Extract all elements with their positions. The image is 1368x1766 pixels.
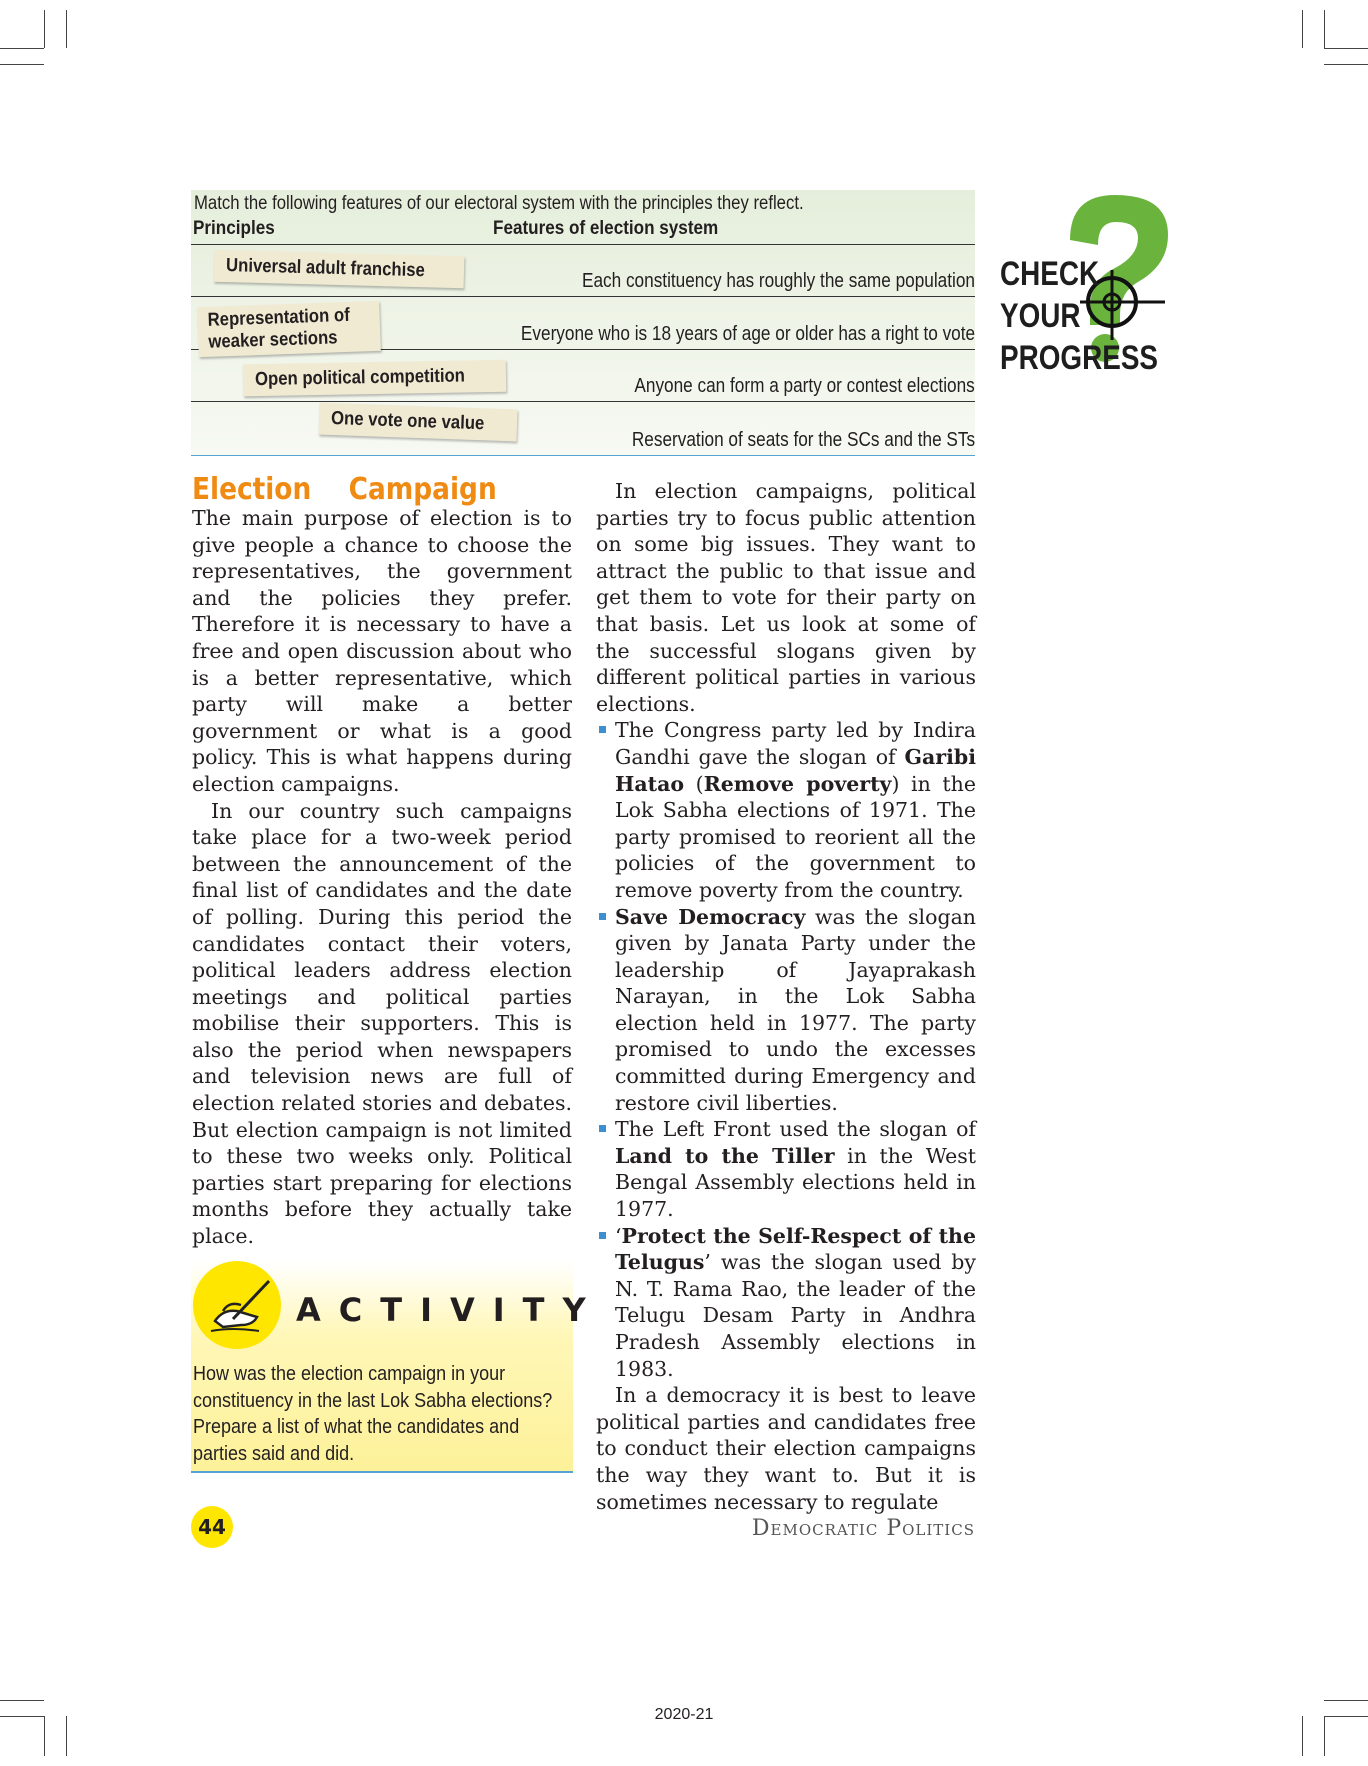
- match-exercise: [191, 190, 975, 456]
- divider: [191, 244, 975, 245]
- paragraph: In election campaigns, political parties try to focus public attention on some big issues. They want to attract the public to that issue and get them to vote for their party on that basis. Let us look at some of the successful slogans given by different political parties in various elections.: [596, 479, 976, 716]
- principles-header: Principles: [193, 218, 275, 239]
- crop-mark: [1324, 10, 1325, 48]
- your-label: YOUR: [1000, 297, 1081, 335]
- principle-tag: [319, 403, 518, 442]
- activity-box: [191, 1261, 604, 1473]
- features-header: Features of election system: [493, 218, 719, 239]
- bullet-item: [596, 904, 976, 1117]
- text: The Congress party led by Indira Gandhi gave the slogan of: [615, 718, 976, 769]
- text: ’ was the slogan used by N. T. Rama Rao, the leader of the Telugu Desam Party in Andhra Pradesh Assembly elections in 1983.: [615, 1250, 976, 1381]
- page-number: 44: [191, 1506, 233, 1548]
- text: in the West Bengal Assembly elections held in 1977.: [615, 1143, 976, 1222]
- principle-tag: [214, 250, 465, 289]
- crop-mark: [1302, 10, 1303, 48]
- principle-text: Open political competition: [254, 365, 466, 391]
- feature-text: Everyone who is 18 years of age or older has a right to vote: [520, 323, 975, 345]
- slogan: Remove poverty: [703, 771, 892, 796]
- check-your-progress: [1000, 190, 1180, 380]
- crop-mark: [0, 1700, 44, 1701]
- text: ‘: [615, 1223, 622, 1248]
- right-column: [596, 478, 976, 1515]
- principle-tag: [197, 301, 380, 357]
- divider: [191, 455, 975, 456]
- book-title: Democratic Politics: [751, 1516, 975, 1541]
- slogan: Land to the Tiller: [615, 1143, 835, 1168]
- match-instruction: Match the following features of our electoral system with the principles they reflect.: [194, 193, 804, 214]
- edition-year: 2020-21: [654, 1706, 714, 1723]
- feature-text: Reservation of seats for the SCs and the STs: [631, 429, 975, 451]
- paragraph: The main purpose of election is to give people a chance to choose the representatives, the government and the policies they prefer. Therefore it is necessary to have a free and open discussion about who is a better representative, which party will make a better government or what is a good policy. This is what happens during election campaigns.: [192, 506, 572, 796]
- principle-text: Representation of: [207, 304, 351, 331]
- left-column: [192, 505, 572, 1250]
- paragraph: In our country such campaigns take place for a two-week period between the announcement of the final list of candidates and the date of polling. During this period the candidates contact their voters, political leaders address election meetings and political parties mobilise their supporters. This is also the period when newspapers and television news are full of election related stories and debates. But election campaign is not limited to these two weeks only. Political parties start preparing for elections months before they actually take place.: [192, 798, 572, 1249]
- crop-mark: [0, 64, 44, 65]
- crop-mark: [44, 10, 45, 48]
- text: (: [684, 771, 704, 796]
- bullet-item: [596, 717, 976, 903]
- bullet-item: [596, 1223, 976, 1383]
- principle-text: One vote one value: [330, 407, 485, 435]
- section-heading: Election Campaign: [192, 472, 497, 507]
- activity-badge: [193, 1261, 281, 1349]
- feature-text: Anyone can form a party or contest elections: [634, 375, 975, 397]
- feature-text: Each constituency has roughly the same population: [582, 270, 975, 292]
- paragraph: In a democracy it is best to leave political parties and candidates free to conduct their election campaigns the way they want to. But it is sometimes necessary to regulate: [596, 1383, 976, 1514]
- crop-mark: [66, 10, 67, 48]
- crop-mark: [1324, 1700, 1368, 1701]
- text: ) in the Lok Sabha elections of 1971. The party promised to reorient all the policies of the government to remove poverty from the country.: [615, 771, 976, 902]
- writing-hand-icon: [193, 1261, 281, 1349]
- progress-label: PROGRESS: [1000, 339, 1159, 377]
- text: was the slogan given by Janata Party under the leadership of Jayaprakash Narayan, in the Lok Sabha election held in 1977. The party promised to undo the excesses committed during Emergency and restore civil liberties.: [615, 904, 976, 1115]
- slogan: Garibi Hatao: [615, 744, 976, 796]
- crop-mark: [0, 48, 44, 49]
- activity-question: How was the election campaign in your constituency in the last Lok Sabha elections? Prepare a list of what the candidates and parties said and did.: [193, 1363, 553, 1465]
- activity-title: ACTIVITY: [296, 1291, 604, 1329]
- principle-tag: [243, 360, 506, 397]
- crop-mark: [1324, 64, 1368, 65]
- check-label: CHECK: [1000, 255, 1100, 293]
- text: The Left Front used the slogan of: [615, 1117, 976, 1142]
- slogan: Protect the Self-Respect of the Telugus: [615, 1223, 976, 1275]
- crop-mark: [1324, 48, 1368, 49]
- principle-text: Universal adult franchise: [225, 255, 426, 282]
- divider: [191, 401, 975, 402]
- divider: [191, 296, 975, 297]
- slogan: Save Democracy: [615, 904, 806, 929]
- bullet-item: [596, 1116, 976, 1222]
- principle-text: weaker sections: [208, 327, 338, 353]
